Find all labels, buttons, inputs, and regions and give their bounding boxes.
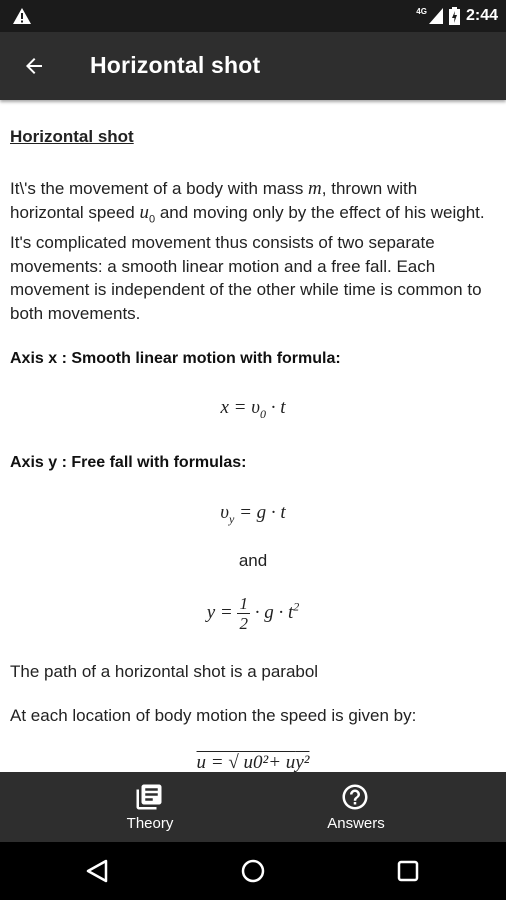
axis-y-heading: Axis y : Free fall with formulas: [10,454,247,471]
intro-paragraph [10,177,494,325]
formula-y-lhs: y = [206,601,238,623]
para-text-1: It\'s the movement of a body with mass [10,179,309,198]
network-label: 4G [416,6,427,16]
formula-y-fraction [237,594,250,633]
status-right [416,0,498,32]
arrow-back-icon [22,54,46,78]
formula-vy-tail: = g · t [234,502,286,523]
formula-y-superscript: 2 [293,599,300,614]
clock: 2:44 [465,7,498,24]
fraction-denominator: 2 [239,614,248,633]
home-circle-icon[interactable] [237,855,269,887]
and-text: and [238,551,268,570]
formula-x-tail: · t [265,397,286,418]
formula-vy-text: υ [220,502,230,523]
system-navigation-bar [0,842,506,900]
axis-x-heading: Axis x : Smooth linear motion with formula: [10,350,341,367]
fraction-numerator: 1 [239,594,248,613]
tab-theory[interactable] [70,772,230,842]
content-heading: Horizontal shot [10,127,134,146]
tab-theory-label: Theory [126,815,174,832]
signal-icon [429,8,443,24]
warning-icon [12,7,32,25]
back-button[interactable] [18,52,50,80]
content-scroll[interactable] [0,100,506,772]
formula-u-text: u = √ u [196,752,254,772]
formula-x-text: x = υ [220,397,260,418]
para-speed-subscript: 0 [148,212,156,225]
formula-vy [0,502,506,527]
para-mass-symbol: m [308,178,322,199]
recents-square-icon[interactable] [392,855,424,887]
status-bar [0,0,506,32]
app-bar [0,32,506,100]
formula-u-rest: 0²+ u [253,752,296,772]
para-text-2: , thrown with horizontal speed [10,179,418,222]
battery-icon [449,7,460,25]
page-title: Horizontal shot [90,52,261,78]
tab-answers[interactable] [276,772,436,842]
tab-answers-label: Answers [327,815,385,832]
formula-x-subscript: 0 [259,406,266,421]
para-speed-symbol: u [139,201,149,223]
library-books-icon [134,782,164,812]
formula-y-tail: · g · t [249,601,294,623]
path-text: The path of a horizontal shot is a parabol [10,662,319,681]
para-text-3: and moving only by the effect of his weight. It's complicated movement thus consists of two separate movements: a smooth linear motion and a free fall. Each movement is independent of the other while time is common to both movements. [10,202,485,323]
formula-u [0,752,506,772]
formula-vy-subscript: y [229,511,235,526]
speed-text: At each location of body motion the speed is given by: [10,706,417,725]
formula-y [0,594,506,633]
help-circle-icon [340,782,370,812]
back-triangle-icon[interactable] [82,855,114,887]
formula-u-end: y² [295,752,310,772]
bottom-navigation [0,772,506,842]
formula-x [0,397,506,422]
